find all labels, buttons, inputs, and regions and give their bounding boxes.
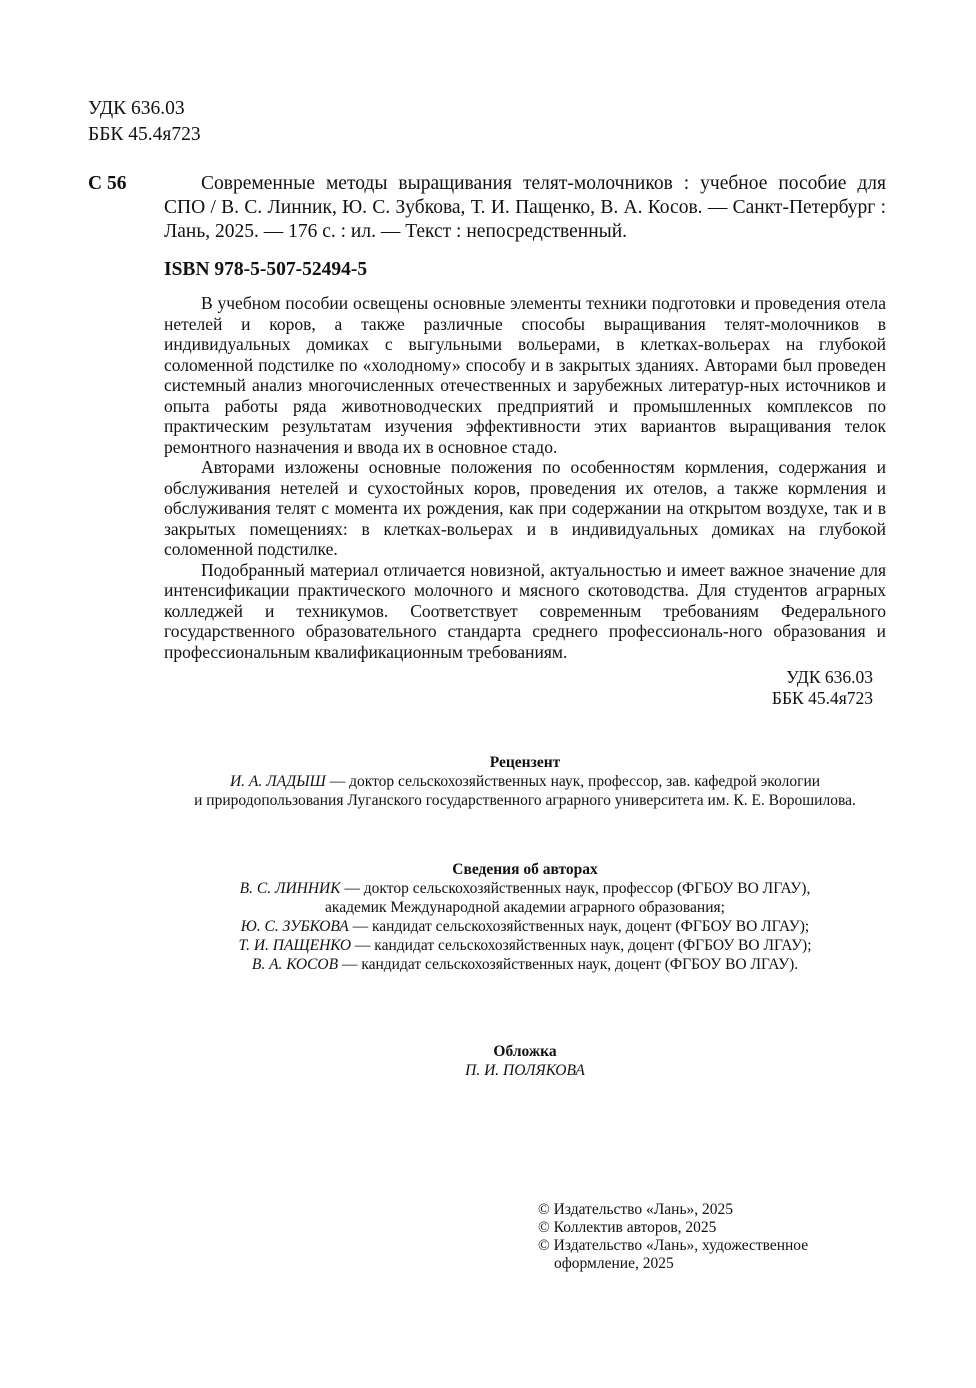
author-entry xyxy=(140,898,910,917)
copyright-line: © Издательство «Лань», художественное xyxy=(538,1237,809,1254)
author-name: В. А. КОСОВ xyxy=(251,956,339,973)
authors-section xyxy=(140,860,910,974)
authors-heading: Сведения об авторах xyxy=(452,861,598,878)
author-name: Т. И. ПАЩЕНКО xyxy=(238,937,352,954)
author-desc: — кандидат сельскохозяйственных наук, доцент (ФГБОУ ВО ЛГАУ). xyxy=(338,956,799,973)
reviewer-line xyxy=(140,772,910,791)
bibliographic-description: Современные методы выращивания телят-молочников : учебное пособие для СПО / В. С. Линник, Ю. С. Зубкова, Т. И. Пащенко, В. А. Косов. — Санкт-Петербург : Лань, 2025. — 176 с. : ил. — Текст : непосредственный. xyxy=(164,173,886,242)
udk-code: УДК 636.03 xyxy=(88,98,185,119)
copyright-line: © Коллектив авторов, 2025 xyxy=(538,1219,717,1236)
copyright-block xyxy=(538,1201,808,1273)
reviewer-desc-cont: и природопользования Луганского государственного аграрного университета им. К. Е. Ворошилова. xyxy=(194,792,856,809)
author-entry xyxy=(140,917,910,936)
classification-top xyxy=(88,96,201,148)
author-entry xyxy=(140,936,910,955)
author-desc: академик Международной академии аграрного образования; xyxy=(325,899,725,916)
isbn: ISBN 978-5-507-52494-5 xyxy=(164,259,368,280)
author-name: Ю. С. ЗУБКОВА xyxy=(240,918,349,935)
author-sign: С 56 xyxy=(88,173,127,194)
classification-bottom xyxy=(700,667,873,709)
reviewer-name: И. А. ЛАДЫШ xyxy=(229,773,326,790)
bbk-code: ББК 45.4я723 xyxy=(771,688,873,708)
reviewer-section xyxy=(140,753,910,810)
author-entry xyxy=(140,955,910,974)
copyright-line: © Издательство «Лань», 2025 xyxy=(538,1201,734,1218)
cover-heading: Обложка xyxy=(493,1043,557,1060)
reviewer-desc: — доктор сельскохозяйственных наук, профессор, зав. кафедрой экологии xyxy=(325,773,821,790)
cover-designer-name: П. И. ПОЛЯКОВА xyxy=(465,1062,585,1079)
udk-code: УДК 636.03 xyxy=(786,667,873,687)
author-desc: — доктор сельскохозяйственных наук, профессор (ФГБОУ ВО ЛГАУ), xyxy=(340,880,811,897)
abstract-paragraph: Подобранный материал отличается новизной, актуальностью и имеет важное значение для интенсификации практического молочного и мясного скотоводства. Для студентов аграрных колледжей и техникумов. Соответствует современным требованиям Федерального государственного образовательного стандарта среднего профессиональ-ного образования и профессиональным квалификационным требованиям. xyxy=(164,559,886,662)
bbk-code: ББК 45.4я723 xyxy=(88,124,201,145)
author-entry xyxy=(140,879,910,898)
reviewer-heading: Рецензент xyxy=(489,754,561,771)
abstract-paragraph: В учебном пособии освещены основные элементы техники подготовки и проведения отела нетелей и коров, а также различные способы выращивания телят-молочников в индивидуальных домиках с выгульными вольерами, в клетках-вольерах на глубокой соломенной подстилке по «холодному» способу и в закрытых зданиях. Авторами был проведен системный анализ многочисленных отечественных и зарубежных литератур-ных источников и опыта работы ряда животноводческих предприятий и промышленных комплексов по практическим результатам изучения эффективности этих вариантов выращивания телок ремонтного назначения и ввода их в основное стадо. xyxy=(164,293,886,457)
author-desc: — кандидат сельскохозяйственных наук, доцент (ФГБОУ ВО ЛГАУ); xyxy=(348,918,810,935)
cover-section xyxy=(140,1042,910,1080)
cover-line xyxy=(140,1061,910,1080)
copyright-line: оформление, 2025 xyxy=(554,1255,674,1272)
author-desc: — кандидат сельскохозяйственных наук, доцент (ФГБОУ ВО ЛГАУ); xyxy=(351,937,812,954)
abstract-paragraph: Авторами изложены основные положения по особенностям кормления, содержания и обслуживания нетелей и сухостойных коров, проведения их отелов, а также кормления и обслуживания телят с момента их рождения, как при содержании на открытом воздухе, так и в закрытых помещениях: в клетках-вольерах и в индивидуальных домиках на глубокой соломенной подстилке. xyxy=(164,457,886,559)
abstract xyxy=(164,293,886,662)
author-name: В. С. ЛИННИК xyxy=(239,880,341,897)
